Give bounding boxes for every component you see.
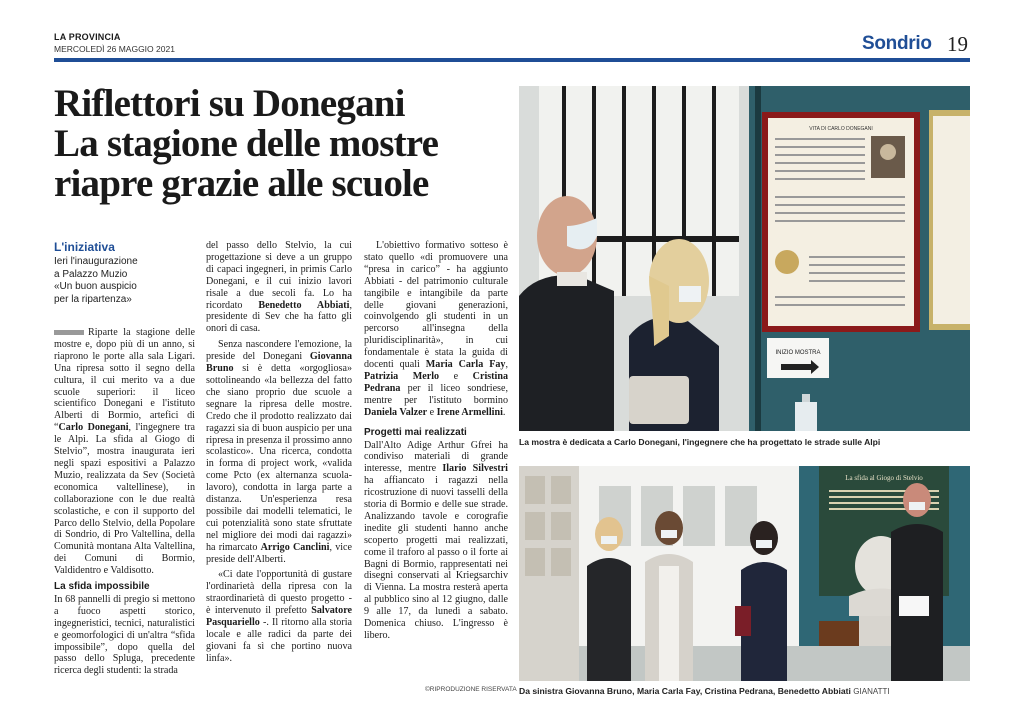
- exhibition-photo-top: [519, 86, 970, 431]
- lead-bar: [54, 330, 84, 335]
- name-highlight: Ilario Silvestri: [442, 463, 508, 475]
- article-column-3: [364, 240, 508, 642]
- name-highlight: Irene Armellini: [436, 406, 503, 418]
- poster-title: La sfida al Giogo di Stelvio: [845, 474, 923, 482]
- photo-illustration: [519, 466, 970, 681]
- paragraph: Dall'Alto Adige Arthur Gfrei ha condiviso materiali di grande interesse, mentre Ilario Silvestri ha affiancato i ragazzi nella ricostruzione di nuovi tasselli della storia di Bormio e delle sue strade. Analizzando tavole e corografie inedite gli studenti hanno anche scoperto progetti mai realizzati, come il traforo al passo o il forte ai Bagni di Bormio, rappresentati nei disegni conservati al Kriegsarchiv di Vienna. La mostra resterà aperta al pubblico sino al 12 giugno, dalle 9 alle 17, da lunedì a sabato. Domenica chiuso. L'ingresso è libero.: [364, 439, 508, 641]
- headline-line-1: Riflettori su Donegani: [54, 82, 405, 125]
- copyright-notice: ©RIPRODUZIONE RISERVATA: [425, 686, 517, 693]
- name-highlight: Carlo Donegani: [58, 422, 129, 434]
- paragraph: del passo dello Stelvio, la cui progettazione si deve a un gruppo di capaci ingegneri, in primis Carlo Donegani, e il cui inizio lavori risale a due secoli fa. Lo ha ricordato Benedetto Abbiati, presidente di Sev che ha fatto gli onori di casa.: [206, 240, 352, 335]
- exhibition-photo-bottom: [519, 466, 970, 681]
- bottom-photo-caption: Da sinistra Giovanna Bruno, Maria Carla Fay, Cristina Pedrana, Benedetto Abbiati GIANATTI: [519, 686, 890, 696]
- paragraph: Riparte la stagione delle mostre e, dopo più di un anno, si riaprono le porte alla sala Ligari. Una ripresa sotto il segno della cultura, il cui merito va a due scuole superiori: il liceo scientifico Donegani e l'istituto Alberti di Bormio, artefici di “Carlo Donegani, l'ingegnere tra le Alpi. La sfida al Giogo di Stelvio”, mostra inaugurata ieri negli spazi espositivi a Palazzo Muzio, realizzata da Sev (Società economica valtellinese), in collaborazione con le due realtà scolastiche, e con il supporto del Parco dello Stelvio, della Popolare di Sondrio, di Pro Valtellina, della Comunità montana Alta Valtellina, dei Comuni di Bormio, Valdidentro e Valdisotto.: [54, 327, 195, 577]
- headline: [54, 84, 514, 204]
- sign-text: INIZIO MOSTRA: [775, 350, 821, 356]
- name-highlight: Benedetto Abbiati: [258, 299, 350, 311]
- paragraph: L'obiettivo formativo sotteso è stato quello «di promuovere una “presa in carico” - ha aggiunto Abbiati - del patrimonio culturale tangibile e intangibile da parte delle giovani generazioni, coinvolgendo gli studenti in un percorso all'insegna della pluridisciplinarità», in cui fondamentale è stata la guida di docenti quali Maria Carla Fay, Patrizia Merlo e Cristina Pedrana per il liceo sondriese, mentre per l'istituto bormino Daniela Valzer e Irene Armellini.: [364, 240, 508, 418]
- paragraph: Senza nascondere l'emozione, la preside del Donegani Giovanna Bruno si è detta «orgogliosa» sottolineando «la bellezza del fatto che siano proprio due scuole a segnare la ripresa delle mostre. Credo che il prodotto realizzato dai ragazzi sia di buon auspicio per una ripresa in presenza il prossimo anno scolastico». Una ricerca, condotta in forma di project work, «valida come Pcto (ex alternanza scuola-lavoro), condotta in larga parte a distanza. Un'esperienza resa possibile dai modelli telematici, le cui potenzialità sono state sfruttate nel migliore dei modi dai ragazzi» ha rimarcato Arrigo Canclini, vice preside dell'Alberti.: [206, 339, 352, 565]
- name-highlight: Patrizia Merlo: [364, 370, 440, 382]
- photo-credit: GIANATTI: [853, 687, 890, 696]
- name-highlight: Daniela Valzer: [364, 406, 428, 418]
- newspaper-name: LA PROVINCIA: [54, 32, 121, 42]
- summary-line: Ieri l'inaugurazione: [54, 256, 138, 267]
- paragraph: «Ci date l'opportunità di gustare l'ordinarietà della ripresa con la straordinarietà di questo progetto - è intervenuto il prefetto Salvatore Pasquariello -. Il ritorno alla storia locale e alle radici da parte dei giovani fa sì che portino nuova linfa».: [206, 569, 352, 664]
- kicker: L'iniziativa: [54, 240, 115, 254]
- headline-line-3: riapre grazie alle scuole: [54, 162, 429, 205]
- summary-text: [54, 256, 194, 306]
- page-number: 19: [947, 32, 968, 56]
- headline-line-2: La stagione delle mostre: [54, 122, 439, 165]
- summary-line: a Palazzo Muzio: [54, 268, 128, 280]
- name-highlight: Giovanna Bruno: [206, 351, 352, 375]
- subhead: Progetti mai realizzati: [364, 426, 467, 438]
- name-highlight: Arrigo Canclini: [260, 541, 330, 553]
- summary-box: [54, 240, 194, 306]
- paragraph: In 68 pannelli di pregio si mettono a fuoco aspetti storico, ingegneristici, tecnici, naturalistici e geomorfologici di un'altra “sfida impossibile”, dopo quella del passo dello Spluga, precedente ricerca degli studenti: la strada: [54, 593, 195, 677]
- panel-title: VITA DI CARLO DONEGANI: [809, 126, 873, 132]
- name-highlight: Salvatore Pasquariello: [206, 605, 352, 629]
- article-column-2: [206, 240, 352, 665]
- name-highlight: Maria Carla Fay: [425, 359, 506, 371]
- issue-date: MERCOLEDÌ 26 MAGGIO 2021: [54, 44, 175, 54]
- section-name: Sondrio: [862, 33, 932, 54]
- photo-illustration: [519, 86, 970, 431]
- summary-line: per la ripartenza»: [54, 293, 132, 305]
- summary-line: «Un buon auspicio: [54, 281, 137, 292]
- article-column-1: [54, 327, 195, 677]
- name-highlight: Cristina Pedrana: [364, 370, 508, 394]
- top-photo-caption: La mostra è dedicata a Carlo Donegani, l'ingegnere che ha progettato le strade sulle Alpi: [519, 437, 881, 447]
- masthead-rule: [54, 58, 970, 62]
- subhead: La sfida impossibile: [54, 581, 150, 593]
